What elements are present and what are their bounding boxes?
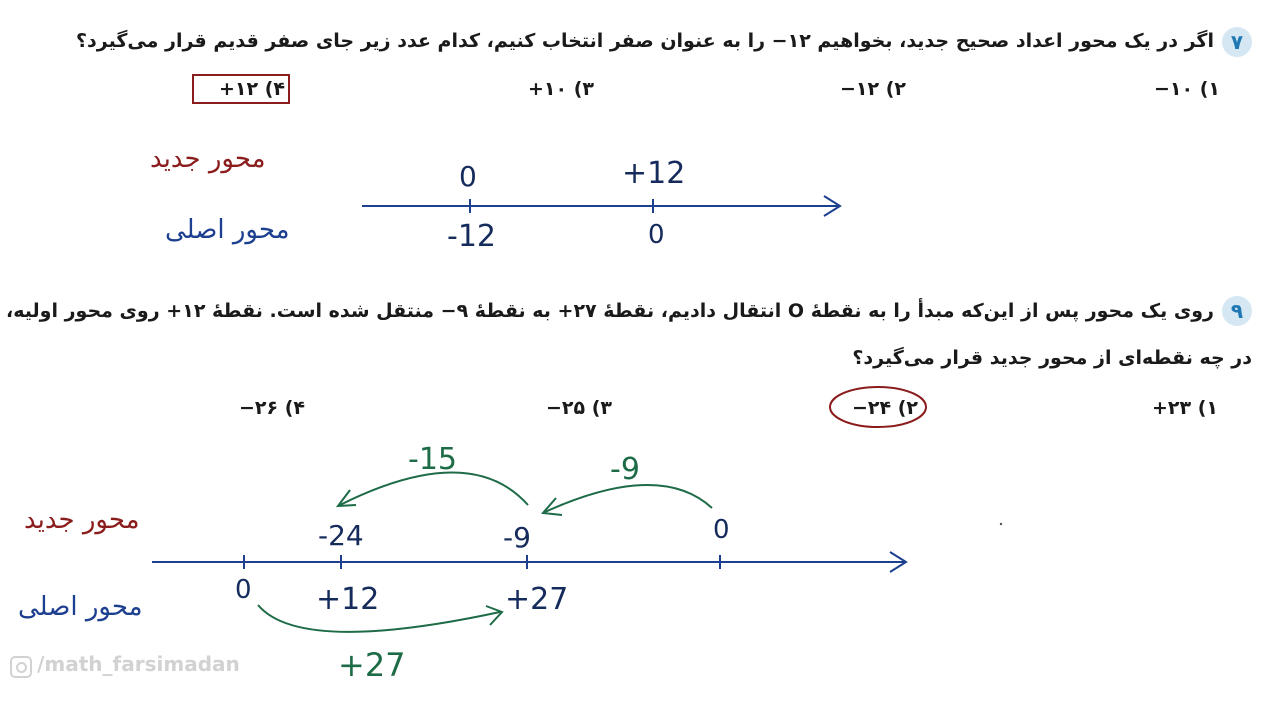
q7-option-3[interactable]: ۳) ۱۰+ xyxy=(527,78,594,100)
q9-option-1[interactable]: ۱) ۲۳+ xyxy=(1151,397,1218,419)
q7-main-axis-zero: 0 xyxy=(648,220,665,250)
q9-arrow-minus9 xyxy=(545,485,712,512)
question-7-text: اگر در یک محور اعداد صحیح جدید، بخواهیم ۱۲− را به عنوان صفر انتخاب کنیم، کدام عدد زیر جای صفر قدیم قرار می‌گیرد؟ xyxy=(76,30,1214,52)
question-9-text-line2: در چه نقطه‌ای از محور جدید قرار می‌گیرد؟ xyxy=(852,347,1252,369)
q7-new-axis-zero: 0 xyxy=(459,160,477,193)
q9-main-axis-label: محور اصلی xyxy=(18,592,143,622)
q9-arrow-plus27 xyxy=(258,605,500,632)
question-7-number-badge: ۷ xyxy=(1222,27,1252,57)
q9-main-axis-plus12: +12 xyxy=(316,582,380,617)
q9-arrow-minus15 xyxy=(340,473,528,506)
q9-option-3[interactable]: ۳) ۲۵− xyxy=(545,397,612,419)
question-9-number-badge: ۹ xyxy=(1222,296,1252,326)
q7-new-axis-plus12: +12 xyxy=(622,156,686,191)
q7-answer-box xyxy=(193,75,289,103)
q9-option-2[interactable]: ۲) ۲۴− xyxy=(851,397,918,419)
q7-option-2[interactable]: ۲) ۱۲− xyxy=(839,78,906,100)
q9-jump-label-minus9: -9 xyxy=(610,452,640,487)
q9-new-axis-zero: 0 xyxy=(713,515,730,545)
stray-dot xyxy=(1000,523,1002,525)
q9-main-axis-plus27: +27 xyxy=(505,582,569,617)
q7-option-4[interactable]: ۴) ۱۲+ xyxy=(218,78,285,100)
q9-new-axis-minus24: -24 xyxy=(318,519,364,552)
watermark-handle: /math_farsimadan xyxy=(37,652,240,676)
q9-main-axis-zero: 0 xyxy=(235,575,252,605)
q9-answer-circle xyxy=(830,387,926,427)
q7-main-axis-minus12: -12 xyxy=(447,219,496,254)
q9-jump-arrows xyxy=(258,473,712,632)
q7-option-1[interactable]: ۱) ۱۰− xyxy=(1153,78,1220,100)
q7-number-line xyxy=(362,196,840,216)
q9-jump-label-minus15: -15 xyxy=(408,442,457,477)
q7-new-axis-label: محور جدید xyxy=(150,144,266,174)
q7-main-axis-label: محور اصلی xyxy=(165,215,290,245)
q9-jump-label-plus27: +27 xyxy=(338,646,406,684)
q9-number-line xyxy=(152,552,906,572)
q9-option-4[interactable]: ۴) ۲۶− xyxy=(238,397,305,419)
q9-new-axis-label: محور جدید xyxy=(24,505,140,535)
question-9-text-line1: روی یک محور پس از این‌که مبدأ را به نقطهٔ O انتقال دادیم، نقطهٔ ۲۷+ به نقطهٔ ۹− منتقل شده است. نقطهٔ ۱۲+ روی محور اولیه، xyxy=(6,300,1214,322)
q9-new-axis-minus9: -9 xyxy=(503,521,531,554)
